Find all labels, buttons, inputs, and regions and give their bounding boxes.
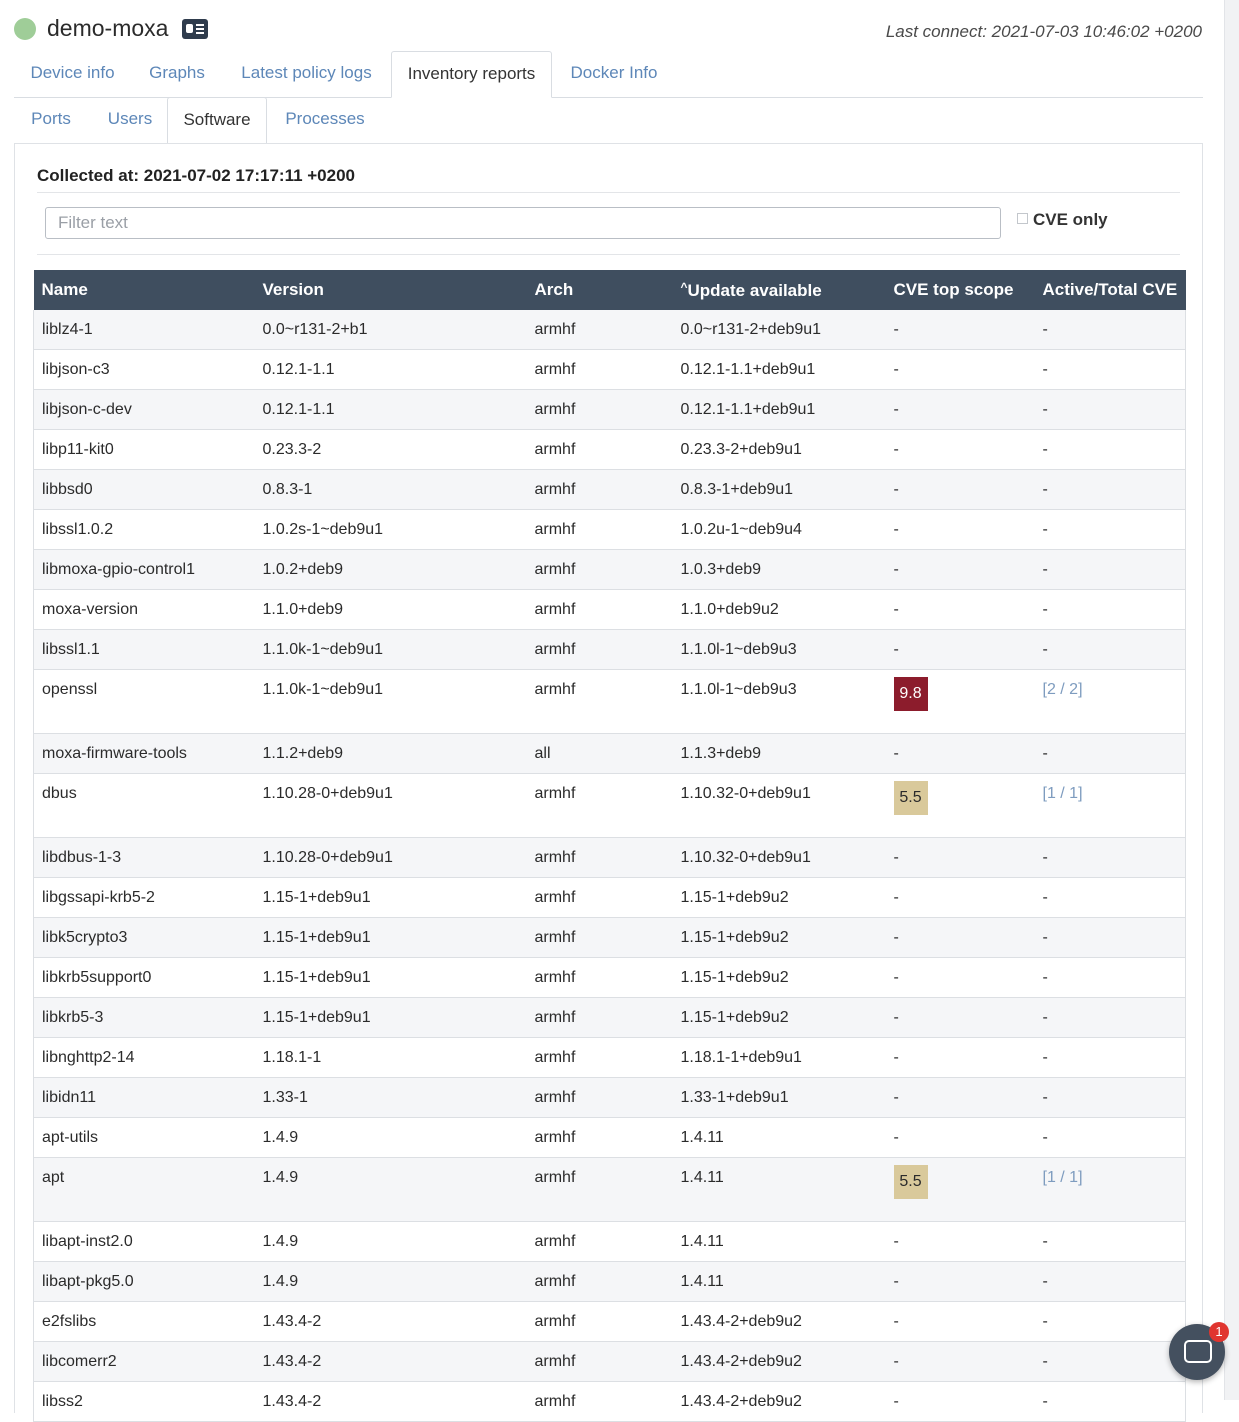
tab-inventory-reports[interactable]: Inventory reports: [391, 51, 552, 98]
cell-arch: armhf: [527, 918, 673, 958]
cell-cve-top: -: [886, 1302, 1035, 1342]
cell-cve-top: -: [886, 1222, 1035, 1262]
divider: [37, 254, 1180, 255]
cell-name: libcomerr2: [34, 1342, 255, 1382]
table-row: [34, 1118, 1186, 1158]
cell-cve-top: -: [886, 390, 1035, 430]
table-row: [34, 670, 1186, 734]
cell-arch: armhf: [527, 998, 673, 1038]
software-table: [33, 270, 1186, 1422]
cve-count-link[interactable]: [2 / 2]: [1042, 681, 1083, 698]
table-row: [34, 918, 1186, 958]
cell-active-total: -: [1035, 1382, 1186, 1422]
cell-arch: armhf: [527, 590, 673, 630]
cell-cve-top: -: [886, 430, 1035, 470]
cell-version: 1.15-1+deb9u1: [255, 998, 527, 1038]
table-row: [34, 1262, 1186, 1302]
cell-update: 1.15-1+deb9u2: [673, 918, 886, 958]
cell-update: 1.10.32-0+deb9u1: [673, 774, 886, 838]
cell-arch: armhf: [527, 550, 673, 590]
cell-update: 1.1.0l-1~deb9u3: [673, 670, 886, 734]
table-row: [34, 958, 1186, 998]
table-row: [34, 550, 1186, 590]
cell-arch: armhf: [527, 1342, 673, 1382]
cell-cve-top: -: [886, 590, 1035, 630]
cell-version: 1.33-1: [255, 1078, 527, 1118]
cell-update: 1.43.4-2+deb9u2: [673, 1342, 886, 1382]
cell-active-total: -: [1035, 1222, 1186, 1262]
page-scrollbar[interactable]: [1224, 0, 1239, 1400]
cve-only-label: CVE only: [1033, 210, 1108, 229]
table-row: [34, 350, 1186, 390]
cell-cve-top: -: [886, 918, 1035, 958]
cell-update: 0.0~r131-2+deb9u1: [673, 310, 886, 350]
cell-update: 1.15-1+deb9u2: [673, 998, 886, 1038]
cell-name: openssl: [34, 670, 255, 734]
cell-version: 0.8.3-1: [255, 470, 527, 510]
table-row: [34, 590, 1186, 630]
cell-cve-top: -: [886, 1262, 1035, 1302]
cell-active-total: -: [1035, 1262, 1186, 1302]
col-update-header[interactable]: [673, 270, 886, 310]
table-row: [34, 1342, 1186, 1382]
cell-version: 1.4.9: [255, 1262, 527, 1302]
cell-active-total: -: [1035, 838, 1186, 878]
cell-name: libbsd0: [34, 470, 255, 510]
cell-active-total: -: [1035, 310, 1186, 350]
tab-users[interactable]: Users: [107, 109, 153, 128]
cell-name: apt: [34, 1158, 255, 1222]
tab-device-info[interactable]: Device info: [30, 63, 115, 82]
cell-arch: armhf: [527, 1302, 673, 1342]
chat-notification-badge: 1: [1209, 1322, 1229, 1342]
cell-version: 1.10.28-0+deb9u1: [255, 838, 527, 878]
cell-version: 1.4.9: [255, 1118, 527, 1158]
cell-update: 1.15-1+deb9u2: [673, 958, 886, 998]
cell-arch: armhf: [527, 838, 673, 878]
device-header: [14, 14, 1204, 48]
cell-cve-top: -: [886, 470, 1035, 510]
cell-active-total: -: [1035, 510, 1186, 550]
tab-software[interactable]: Software: [167, 97, 267, 144]
cell-update: 1.4.11: [673, 1118, 886, 1158]
col-cve-top-header[interactable]: CVE top scope: [886, 270, 1035, 310]
cell-update: 1.10.32-0+deb9u1: [673, 838, 886, 878]
cell-version: 1.1.0+deb9: [255, 590, 527, 630]
cell-name: libdbus-1-3: [34, 838, 255, 878]
tab-latest-policy-logs[interactable]: Latest policy logs: [241, 63, 372, 82]
cell-version: 0.12.1-1.1: [255, 390, 527, 430]
cell-update: 1.1.0l-1~deb9u3: [673, 630, 886, 670]
cve-count-link[interactable]: [1 / 1]: [1042, 1169, 1083, 1186]
cell-active-total: -: [1035, 918, 1186, 958]
cell-name: libp11-kit0: [34, 430, 255, 470]
cell-version: 1.1.0k-1~deb9u1: [255, 670, 527, 734]
cell-version: 0.23.3-2: [255, 430, 527, 470]
cell-active-total: -: [1035, 1078, 1186, 1118]
cell-name: libapt-inst2.0: [34, 1222, 255, 1262]
table-row: [34, 1038, 1186, 1078]
table-row: [34, 734, 1186, 774]
table-row: [34, 1222, 1186, 1262]
cell-name: libjson-c3: [34, 350, 255, 390]
cell-active-total: -: [1035, 1118, 1186, 1158]
table-header-row: [34, 270, 1186, 310]
cell-active-total: -: [1035, 550, 1186, 590]
cell-arch: armhf: [527, 470, 673, 510]
cve-score-badge: 5.5: [894, 1165, 928, 1199]
cell-active-total: -: [1035, 1302, 1186, 1342]
table-row: [34, 510, 1186, 550]
cell-name: moxa-version: [34, 590, 255, 630]
table-row: [34, 470, 1186, 510]
table-row: [34, 878, 1186, 918]
cell-arch: armhf: [527, 1158, 673, 1222]
cell-cve-top: -: [886, 1038, 1035, 1078]
cell-version: 1.15-1+deb9u1: [255, 918, 527, 958]
table-row: [34, 390, 1186, 430]
cell-arch: armhf: [527, 878, 673, 918]
tab-docker-info[interactable]: Docker Info: [570, 63, 658, 82]
cell-active-total: -: [1035, 630, 1186, 670]
cell-version: 1.15-1+deb9u1: [255, 958, 527, 998]
cell-update: 1.43.4-2+deb9u2: [673, 1382, 886, 1422]
cell-version: 1.0.2+deb9: [255, 550, 527, 590]
cell-arch: armhf: [527, 958, 673, 998]
cell-arch: armhf: [527, 1118, 673, 1158]
device-name: demo-moxa: [47, 15, 169, 41]
cell-cve-top: [886, 774, 1035, 838]
tab-ports[interactable]: Ports: [31, 109, 71, 128]
main-tabs: [14, 51, 1203, 98]
cell-version: 1.15-1+deb9u1: [255, 878, 527, 918]
cell-cve-top: -: [886, 1118, 1035, 1158]
chat-icon: [1184, 1340, 1212, 1363]
cell-active-total: -: [1035, 590, 1186, 630]
cell-name: e2fslibs: [34, 1302, 255, 1342]
cell-update: 1.1.3+deb9: [673, 734, 886, 774]
table-row: [34, 774, 1186, 838]
cell-cve-top: -: [886, 734, 1035, 774]
cell-name: libapt-pkg5.0: [34, 1262, 255, 1302]
cell-arch: armhf: [527, 350, 673, 390]
cell-cve-top: -: [886, 1078, 1035, 1118]
cell-version: 1.0.2s-1~deb9u1: [255, 510, 527, 550]
checkbox-icon[interactable]: [1017, 213, 1028, 224]
cell-arch: armhf: [527, 670, 673, 734]
cell-version: 1.1.2+deb9: [255, 734, 527, 774]
id-card-icon[interactable]: [182, 19, 208, 39]
cell-name: libmoxa-gpio-control1: [34, 550, 255, 590]
cell-cve-top: -: [886, 630, 1035, 670]
col-version-header[interactable]: Version: [255, 270, 527, 310]
table-row: [34, 838, 1186, 878]
cell-active-total: -: [1035, 430, 1186, 470]
cell-arch: armhf: [527, 1078, 673, 1118]
cell-update: 0.23.3-2+deb9u1: [673, 430, 886, 470]
software-panel: [14, 143, 1203, 1413]
cell-name: libkrb5support0: [34, 958, 255, 998]
cell-version: 1.43.4-2: [255, 1302, 527, 1342]
tab-processes[interactable]: Processes: [285, 109, 365, 128]
cell-cve-top: [886, 670, 1035, 734]
cell-arch: armhf: [527, 510, 673, 550]
cell-arch: armhf: [527, 1222, 673, 1262]
cell-arch: armhf: [527, 390, 673, 430]
status-dot-icon: [14, 18, 36, 40]
cell-name: libjson-c-dev: [34, 390, 255, 430]
divider: [37, 192, 1180, 193]
cell-name: libssl1.0.2: [34, 510, 255, 550]
filter-input[interactable]: [45, 207, 1001, 239]
cell-update: 1.4.11: [673, 1222, 886, 1262]
cell-active-total: -: [1035, 958, 1186, 998]
table-row: [34, 310, 1186, 350]
cell-name: libnghttp2-14: [34, 1038, 255, 1078]
cell-update: 1.0.3+deb9: [673, 550, 886, 590]
col-arch-header[interactable]: Arch: [527, 270, 673, 310]
cell-name: libss2: [34, 1382, 255, 1422]
cell-name: moxa-firmware-tools: [34, 734, 255, 774]
cell-update: 1.4.11: [673, 1262, 886, 1302]
table-row: [34, 1382, 1186, 1422]
cell-arch: armhf: [527, 430, 673, 470]
cell-active-total: -: [1035, 470, 1186, 510]
cell-active-total: -: [1035, 390, 1186, 430]
cve-score-badge: 5.5: [894, 781, 928, 815]
cell-active-total: -: [1035, 878, 1186, 918]
cell-cve-top: -: [886, 958, 1035, 998]
cell-version: 1.43.4-2: [255, 1342, 527, 1382]
cell-arch: armhf: [527, 774, 673, 838]
cell-name: libgssapi-krb5-2: [34, 878, 255, 918]
cell-version: 0.12.1-1.1: [255, 350, 527, 390]
table-body: [34, 310, 1186, 1422]
cell-arch: armhf: [527, 1038, 673, 1078]
table-row: [34, 1078, 1186, 1118]
cell-arch: armhf: [527, 1382, 673, 1422]
cell-update: 0.12.1-1.1+deb9u1: [673, 350, 886, 390]
collected-at: Collected at: 2021-07-02 17:17:11 +0200: [37, 166, 356, 185]
cell-cve-top: -: [886, 550, 1035, 590]
cell-version: 1.4.9: [255, 1158, 527, 1222]
cell-arch: armhf: [527, 310, 673, 350]
cell-name: liblz4-1: [34, 310, 255, 350]
cell-cve-top: -: [886, 310, 1035, 350]
cell-cve-top: -: [886, 510, 1035, 550]
cve-score-badge: 9.8: [894, 677, 928, 711]
cell-update: 1.33-1+deb9u1: [673, 1078, 886, 1118]
tab-graphs[interactable]: Graphs: [149, 63, 205, 82]
cell-active-total: [1035, 670, 1186, 734]
cell-name: dbus: [34, 774, 255, 838]
cell-update: 1.0.2u-1~deb9u4: [673, 510, 886, 550]
table-row: [34, 630, 1186, 670]
cell-cve-top: -: [886, 1382, 1035, 1422]
cell-cve-top: -: [886, 838, 1035, 878]
cell-cve-top: -: [886, 998, 1035, 1038]
cell-cve-top: -: [886, 878, 1035, 918]
cell-version: 1.18.1-1: [255, 1038, 527, 1078]
cell-update: 0.8.3-1+deb9u1: [673, 470, 886, 510]
last-connect: Last connect: 2021-07-03 10:46:02 +0200: [885, 22, 1202, 41]
cell-version: 1.10.28-0+deb9u1: [255, 774, 527, 838]
col-update-label: Update available: [687, 280, 822, 300]
cell-active-total: [1035, 1158, 1186, 1222]
cell-name: libidn11: [34, 1078, 255, 1118]
cell-update: 1.15-1+deb9u2: [673, 878, 886, 918]
cell-name: libssl1.1: [34, 630, 255, 670]
cell-update: 1.1.0+deb9u2: [673, 590, 886, 630]
cell-active-total: -: [1035, 998, 1186, 1038]
cell-update: 1.4.11: [673, 1158, 886, 1222]
cell-update: 0.12.1-1.1+deb9u1: [673, 390, 886, 430]
sub-tabs: [14, 97, 1203, 144]
cell-name: libk5crypto3: [34, 918, 255, 958]
col-active-total-header[interactable]: Active/Total CVE: [1035, 270, 1186, 310]
cell-active-total: -: [1035, 1342, 1186, 1382]
cell-arch: armhf: [527, 630, 673, 670]
cell-update: 1.18.1-1+deb9u1: [673, 1038, 886, 1078]
cve-only-checkbox[interactable]: [1017, 210, 1108, 230]
sort-asc-icon: ^: [680, 279, 688, 294]
table-row: [34, 430, 1186, 470]
cell-version: 0.0~r131-2+b1: [255, 310, 527, 350]
cell-version: 1.1.0k-1~deb9u1: [255, 630, 527, 670]
cell-active-total: -: [1035, 734, 1186, 774]
table-row: [34, 1302, 1186, 1342]
col-name-header[interactable]: Name: [34, 270, 255, 310]
cell-active-total: [1035, 774, 1186, 838]
table-row: [34, 998, 1186, 1038]
table-row: [34, 1158, 1186, 1222]
cell-active-total: -: [1035, 1038, 1186, 1078]
cell-cve-top: -: [886, 1342, 1035, 1382]
cell-version: 1.43.4-2: [255, 1382, 527, 1422]
cell-cve-top: [886, 1158, 1035, 1222]
cell-name: apt-utils: [34, 1118, 255, 1158]
cell-arch: all: [527, 734, 673, 774]
cell-version: 1.4.9: [255, 1222, 527, 1262]
cve-count-link[interactable]: [1 / 1]: [1042, 785, 1083, 802]
cell-name: libkrb5-3: [34, 998, 255, 1038]
cell-update: 1.43.4-2+deb9u2: [673, 1302, 886, 1342]
cell-active-total: -: [1035, 350, 1186, 390]
cell-arch: armhf: [527, 1262, 673, 1302]
cell-cve-top: -: [886, 350, 1035, 390]
